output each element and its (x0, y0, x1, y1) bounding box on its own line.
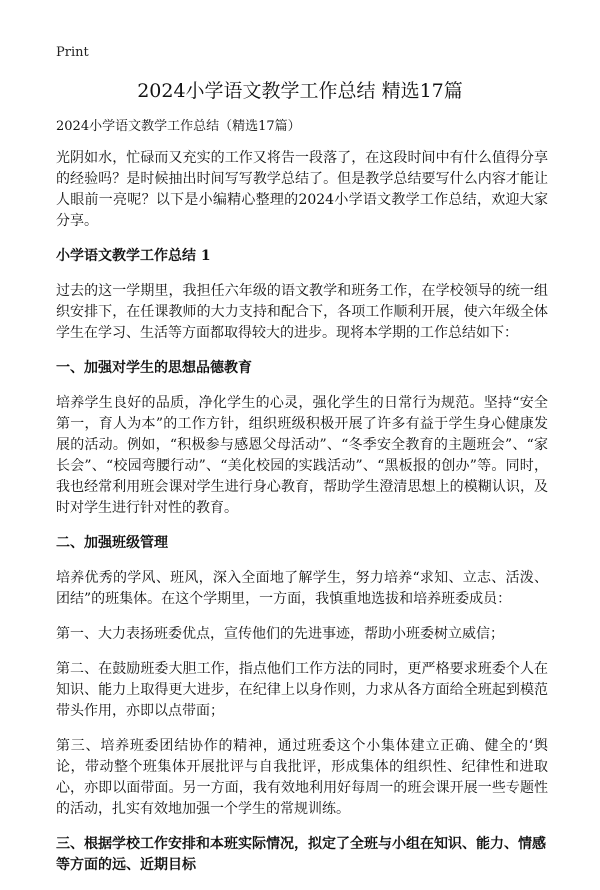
paragraph-class-management: 培养优秀的学风、班风，深入全面地了解学生，努力培养“求知、立志、活泼、团结”的班集体。在这个学期里，一方面，我慎重地选拔和培养班委成员： (56, 570, 548, 607)
article-body (56, 118, 548, 890)
article-subtitle: 2024小学语文教学工作总结（精选17篇） (56, 119, 301, 134)
paragraph-point-one: 第一、大力表扬班委优点，宣传他们的先进事迹，帮助小班委树立威信； (56, 626, 504, 642)
paragraph-point-two: 第二、在鼓励班委大胆工作，指点他们工作方法的同时，更严格要求班委个人在知识、能力上取得更大进步，在纪律上以身作则，力求从各方面给全班起到模范带头作用，亦即以点带面； (56, 661, 548, 719)
subsection-heading-2: 二、加强班级管理 (56, 535, 168, 551)
subsection-heading-3: 三、根据学校工作安排和本班实际情况，拟定了全班与小组在知识、能力、情感等方面的远、近期目标 (56, 836, 546, 873)
section-paragraph: 过去的这一学期里，我担任六年级的语文教学和班务工作，在学校领导的统一组织安排下，在任课教师的大力支持和配合下，各项工作顺利开展，使六年级全体学生在学习、生活等方面都取得较大的进步。现将本学期的工作总结如下： (56, 283, 548, 341)
print-link[interactable]: Print (56, 45, 89, 60)
section-heading: 小学语文教学工作总结 1 (56, 248, 211, 264)
paragraph-point-three: 第三、培养班委团结协作的精神，通过班委这个小集体建立正确、健全的‘舆论，带动整个班集体开展批评与自我批评，形成集体的组织性、纪律性和进取心，亦即以面带面。另一方面，我有效地利用好每周一的班会课开展一些专题性的活动，扎实有效地加强一个学生的常规训练。 (56, 738, 548, 817)
subsection-heading-1: 一、加强对学生的思想品德教育 (56, 360, 252, 376)
intro-paragraph: 光阴如水，忙碌而又充实的工作又将告一段落了，在这段时间中有什么值得分享的经验吗？是时候抽出时间写写教学总结了。但是教学总结要写什么内容才能让人眼前一亮呢？以下是小编精心整理的2024小学语文教学工作总结，欢迎大家分享。 (56, 150, 548, 229)
paragraph-moral-education: 培养学生良好的品质，净化学生的心灵，强化学生的日常行为规范。坚持“安全第一，育人为本”的工作方针，组织班级积极开展了许多有益于学生身心健康发展的活动。例如，“积极参与感恩父母活动”、“冬季安全教育的主题班会”、“家长会”、“校园弯腰行动”、“美化校园的实践活动”、“黑板报的创办”等。同时，我也经常利用班会课对学生进行身心教育，帮助学生澄清思想上的模糊认识，及时对学生进行针对性的教育。 (56, 395, 548, 516)
page-title: 2024小学语文教学工作总结 精选17篇 (137, 80, 463, 102)
